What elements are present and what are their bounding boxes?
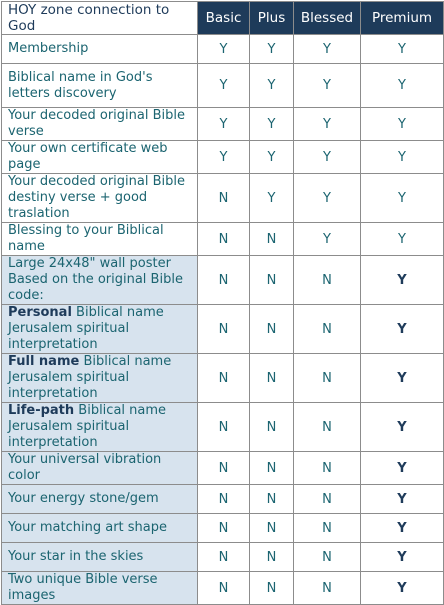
plus-value-cell: N	[250, 514, 294, 543]
plus-value-cell: Y	[250, 64, 294, 108]
premium-value-cell: Y	[361, 452, 444, 485]
feature-label: Membership	[8, 41, 89, 56]
plus-value-cell: Y	[250, 141, 294, 174]
plus-value-cell: N	[250, 452, 294, 485]
table-row	[2, 485, 444, 514]
premium-value-cell: Y	[361, 64, 444, 108]
premium-column-header: Premium	[361, 2, 444, 35]
table-row	[2, 174, 444, 223]
table-row	[2, 572, 444, 605]
premium-value-cell: Y	[361, 108, 444, 141]
premium-value-cell: Y	[361, 35, 444, 64]
feature-cell	[2, 35, 198, 64]
feature-cell	[2, 485, 198, 514]
table-row	[2, 305, 444, 354]
plan-comparison-table	[1, 1, 444, 605]
blessed-value-cell: Y	[294, 141, 361, 174]
feature-label: Biblical name Jerusalem spiritual interpretation	[8, 403, 167, 450]
feature-emphasis: Life-path	[8, 403, 75, 418]
premium-value-cell: Y	[361, 572, 444, 605]
basic-value-cell: N	[198, 354, 250, 403]
feature-label: Your star in the skies	[8, 549, 144, 564]
feature-cell	[2, 403, 198, 452]
feature-emphasis: Personal	[8, 305, 72, 320]
feature-column-header: HOY zone connection to God	[2, 2, 198, 35]
premium-value-cell: Y	[361, 223, 444, 256]
basic-value-cell: N	[198, 403, 250, 452]
table-row	[2, 35, 444, 64]
feature-label: Biblical name Jerusalem spiritual interpretation	[8, 354, 172, 401]
blessed-value-cell: N	[294, 452, 361, 485]
blessed-value-cell: N	[294, 572, 361, 605]
feature-cell	[2, 174, 198, 223]
premium-value-cell: Y	[361, 354, 444, 403]
premium-value-cell: Y	[361, 403, 444, 452]
feature-label: Two unique Bible verse images	[8, 572, 158, 603]
table-row	[2, 64, 444, 108]
table-body	[2, 35, 444, 605]
premium-value-cell: Y	[361, 174, 444, 223]
premium-value-cell: Y	[361, 256, 444, 305]
basic-value-cell: N	[198, 572, 250, 605]
basic-value-cell: N	[198, 543, 250, 572]
blessed-value-cell: Y	[294, 64, 361, 108]
basic-value-cell: N	[198, 174, 250, 223]
table-row	[2, 403, 444, 452]
basic-value-cell: N	[198, 485, 250, 514]
premium-value-cell: Y	[361, 141, 444, 174]
table-row	[2, 223, 444, 256]
premium-value-cell: Y	[361, 514, 444, 543]
basic-value-cell: N	[198, 452, 250, 485]
feature-cell	[2, 141, 198, 174]
feature-cell	[2, 223, 198, 256]
feature-cell	[2, 514, 198, 543]
feature-cell	[2, 543, 198, 572]
premium-value-cell: Y	[361, 485, 444, 514]
blessed-value-cell: N	[294, 485, 361, 514]
feature-emphasis: Full name	[8, 354, 80, 369]
table-row	[2, 354, 444, 403]
feature-label: Your matching art shape	[8, 520, 168, 535]
plus-value-cell: N	[250, 403, 294, 452]
table-row	[2, 452, 444, 485]
table-row	[2, 256, 444, 305]
plus-value-cell: Y	[250, 108, 294, 141]
basic-column-header: Basic	[198, 2, 250, 35]
feature-label: Your energy stone/gem	[8, 491, 159, 506]
feature-label: Biblical name Jerusalem spiritual interpretation	[8, 305, 164, 352]
basic-value-cell: N	[198, 514, 250, 543]
plus-value-cell: N	[250, 256, 294, 305]
table-row	[2, 514, 444, 543]
blessed-value-cell: N	[294, 403, 361, 452]
basic-value-cell: N	[198, 223, 250, 256]
table-row	[2, 543, 444, 572]
feature-label: Your decoded original Bible destiny verse + good traslation	[8, 174, 185, 221]
feature-label: Biblical name in God's letters discovery	[8, 69, 153, 101]
feature-cell	[2, 64, 198, 108]
blessed-value-cell: N	[294, 305, 361, 354]
blessed-value-cell: N	[294, 543, 361, 572]
premium-value-cell: Y	[361, 543, 444, 572]
blessed-value-cell: N	[294, 514, 361, 543]
basic-value-cell: Y	[198, 141, 250, 174]
plus-value-cell: N	[250, 223, 294, 256]
basic-value-cell: Y	[198, 64, 250, 108]
basic-value-cell: N	[198, 256, 250, 305]
plus-column-header: Plus	[250, 2, 294, 35]
feature-label: Blessing to your Biblical name	[8, 223, 164, 254]
feature-cell	[2, 305, 198, 354]
feature-cell	[2, 452, 198, 485]
plus-value-cell: N	[250, 354, 294, 403]
blessed-value-cell: Y	[294, 223, 361, 256]
blessed-value-cell: Y	[294, 35, 361, 64]
feature-label: Your decoded original Bible verse	[8, 108, 185, 139]
basic-value-cell: Y	[198, 35, 250, 64]
plan-comparison-table-wrapper	[1, 1, 444, 605]
feature-cell	[2, 572, 198, 605]
feature-cell	[2, 108, 198, 141]
feature-cell	[2, 256, 198, 305]
header-row	[2, 2, 444, 35]
plus-value-cell: N	[250, 572, 294, 605]
plus-value-cell: N	[250, 485, 294, 514]
premium-value-cell: Y	[361, 305, 444, 354]
blessed-value-cell: Y	[294, 174, 361, 223]
feature-cell	[2, 354, 198, 403]
basic-value-cell: N	[198, 305, 250, 354]
plus-value-cell: N	[250, 543, 294, 572]
table-row	[2, 108, 444, 141]
blessed-value-cell: N	[294, 354, 361, 403]
feature-label: Your universal vibration color	[8, 452, 162, 483]
plus-value-cell: Y	[250, 174, 294, 223]
plus-value-cell: Y	[250, 35, 294, 64]
feature-label: Your own certificate web page	[8, 141, 168, 172]
blessed-value-cell: Y	[294, 108, 361, 141]
blessed-column-header: Blessed	[294, 2, 361, 35]
table-row	[2, 141, 444, 174]
table-header	[2, 2, 444, 35]
feature-label: Large 24x48" wall poster Based on the original Bible code:	[8, 256, 183, 303]
blessed-value-cell: N	[294, 256, 361, 305]
basic-value-cell: Y	[198, 108, 250, 141]
plus-value-cell: N	[250, 305, 294, 354]
